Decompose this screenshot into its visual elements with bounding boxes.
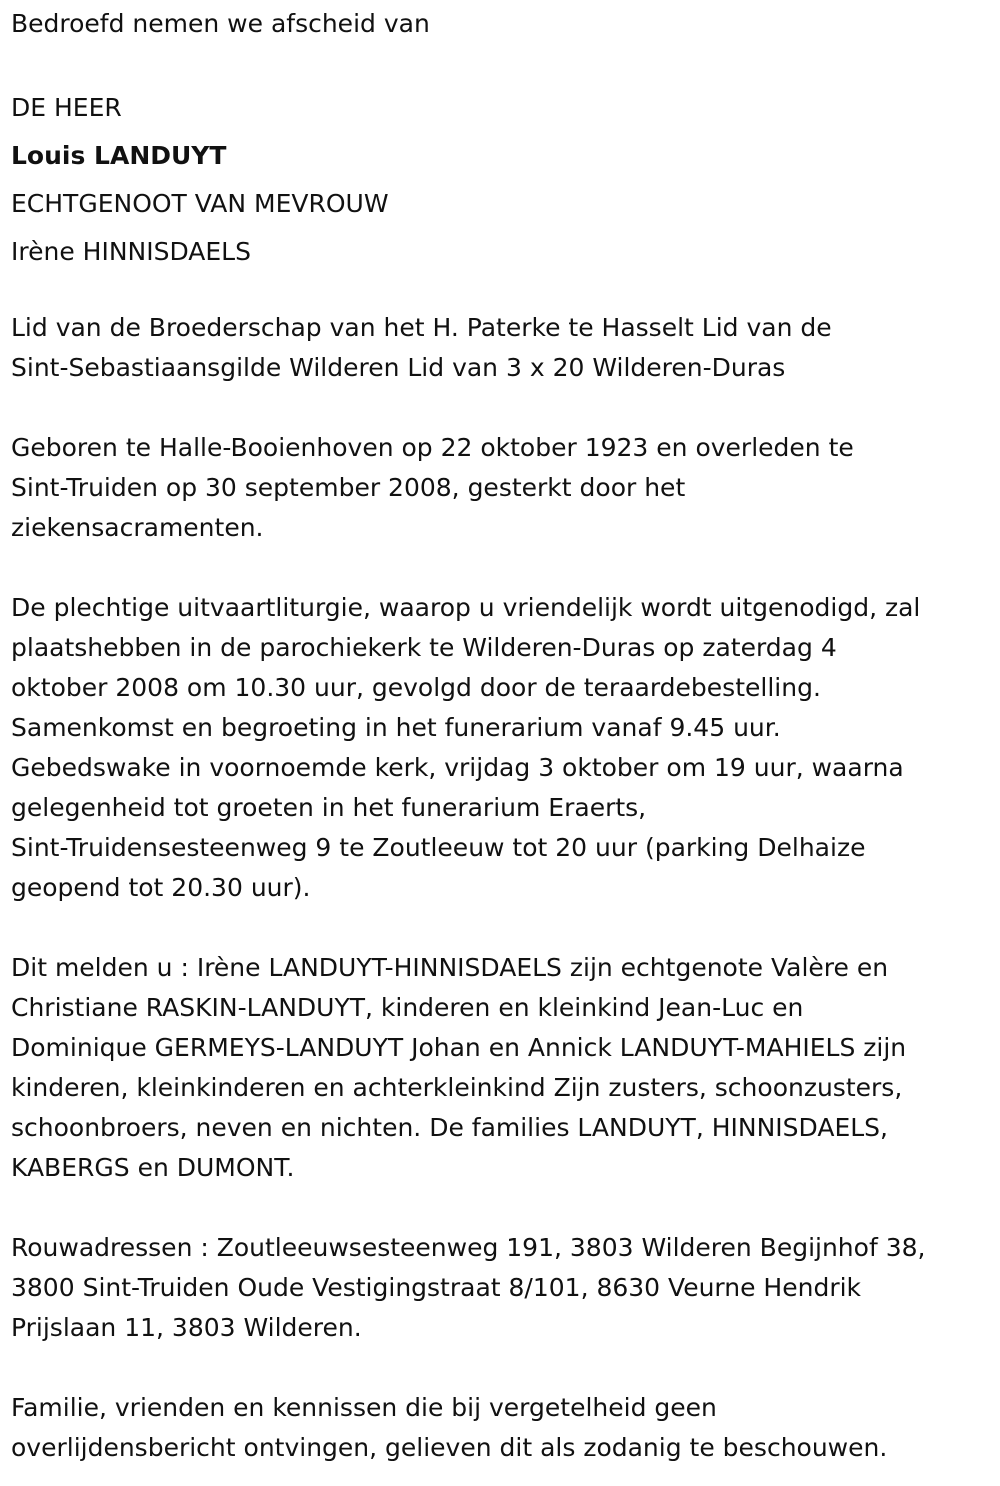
spacer [11,388,991,428]
ceremony-paragraph [11,588,991,908]
paragraph-line: Sint-Sebastiaansgilde Wilderen Lid van 3 x 20 Wilderen-Duras [11,353,786,382]
family-paragraph [11,948,991,1188]
paragraph-line: Gebedswake in voornoemde kerk, vrijdag 3 oktober om 19 uur, waarna [11,753,904,782]
spacer [11,548,991,588]
paragraph-line: De plechtige uitvaartliturgie, waarop u vriendelijk wordt uitgenodigd, zal [11,593,921,622]
paragraph-line: kinderen, kleinkinderen en achterkleinkind Zijn zusters, schoonzusters, [11,1073,903,1102]
deceased-name: Louis LANDUYT [11,141,227,170]
paragraph-line: schoonbroers, neven en nichten. De families LANDUYT, HINNISDAELS, [11,1113,888,1142]
spouse-name: Irène HINNISDAELS [11,237,251,266]
spacer [11,908,991,948]
spacer [11,1188,991,1228]
memberships-paragraph [11,308,991,388]
paragraph-line: Sint-Truidensesteenweg 9 te Zoutleeuw tot 20 uur (parking Delhaize [11,833,866,862]
paragraph-line: Prijslaan 11, 3803 Wilderen. [11,1313,362,1342]
birth-death-paragraph [11,428,991,548]
paragraph-line: oktober 2008 om 10.30 uur, gevolgd door de teraardebestelling. [11,673,821,702]
paragraph-line: Dit melden u : Irène LANDUYT-HINNISDAELS zijn echtgenote Valère en [11,953,889,982]
paragraph-line: Familie, vrienden en kennissen die bij vergetelheid geen [11,1393,717,1422]
paragraph-line: Dominique GERMEYS-LANDUYT Johan en Annick LANDUYT-MAHIELS zijn [11,1033,907,1062]
addresses-paragraph [11,1228,991,1348]
death-notice [11,4,991,1468]
spacer [11,1348,991,1388]
paragraph-line: ziekensacramenten. [11,513,264,542]
intro-line: Bedroefd nemen we afscheid van [11,9,430,38]
paragraph-line: Christiane RASKIN-LANDUYT, kinderen en kleinkind Jean-Luc en [11,993,804,1022]
paragraph-line: KABERGS en DUMONT. [11,1153,295,1182]
closing-paragraph [11,1388,991,1468]
paragraph-line: Rouwadressen : Zoutleeuwsesteenweg 191, 3803 Wilderen Begijnhof 38, [11,1233,926,1262]
paragraph-line: Lid van de Broederschap van het H. Paterke te Hasselt Lid van de [11,313,832,342]
spacer [11,44,991,84]
paragraph-line: geopend tot 20.30 uur). [11,873,311,902]
paragraph-line: plaatshebben in de parochiekerk te Wilderen-Duras op zaterdag 4 [11,633,837,662]
paragraph-line: Samenkomst en begroeting in het funerarium vanaf 9.45 uur. [11,713,781,742]
title-line: DE HEER [11,93,122,122]
spouse-label: ECHTGENOOT VAN MEVROUW [11,189,389,218]
paragraph-line: overlijdensbericht ontvingen, gelieven dit als zodanig te beschouwen. [11,1433,888,1462]
spacer [11,276,991,308]
paragraph-line: gelegenheid tot groeten in het funerarium Eraerts, [11,793,647,822]
paragraph-line: 3800 Sint-Truiden Oude Vestigingstraat 8/101, 8630 Veurne Hendrik [11,1273,862,1302]
paragraph-line: Geboren te Halle-Booienhoven op 22 oktober 1923 en overleden te [11,433,854,462]
paragraph-line: Sint-Truiden op 30 september 2008, gesterkt door het [11,473,686,502]
